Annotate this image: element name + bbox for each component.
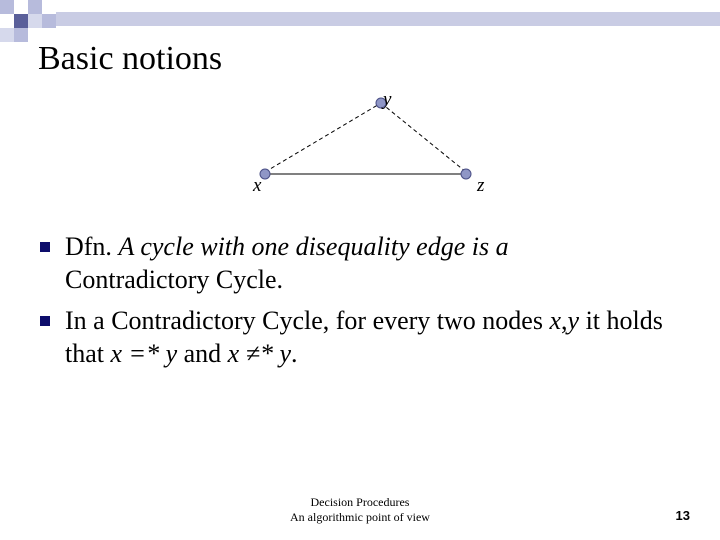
property-mid: it holds that (65, 306, 663, 368)
var-x: x (549, 306, 562, 335)
footer (250, 495, 470, 525)
square-bullet-icon (40, 316, 50, 326)
cycle-diagram (0, 0, 720, 200)
property-prefix: In a Contradictory Cycle, for every two nodes (65, 306, 550, 335)
period: . (291, 339, 298, 368)
expr-not-equal: x ≠* y (227, 339, 292, 368)
node-z-label: z (477, 175, 485, 196)
comma: , (561, 306, 568, 335)
bullet-property (40, 304, 680, 370)
expr-equal: x =* y (110, 339, 178, 368)
node-z (461, 169, 471, 179)
bullet-definition (40, 230, 680, 296)
footer-line-2: An algorithmic point of view (290, 510, 430, 524)
footer-line-1: Decision Procedures (310, 495, 410, 509)
edge-x-y (265, 103, 381, 172)
square-bullet-icon (40, 242, 50, 252)
node-x (260, 169, 270, 179)
dfn-label: Dfn. (65, 232, 112, 261)
dfn-italic-text: A cycle with one disequality edge is a (118, 232, 509, 261)
var-y: y (567, 306, 580, 335)
bullet-list (40, 230, 680, 378)
page-number: 13 (675, 508, 690, 523)
and-text: and (177, 339, 228, 368)
dfn-term: Contradictory Cycle. (65, 265, 284, 294)
slide-title: Basic notions (38, 40, 223, 77)
node-y-label: y (383, 89, 392, 110)
node-x-label: x (253, 175, 262, 196)
edge-y-z (381, 103, 466, 172)
